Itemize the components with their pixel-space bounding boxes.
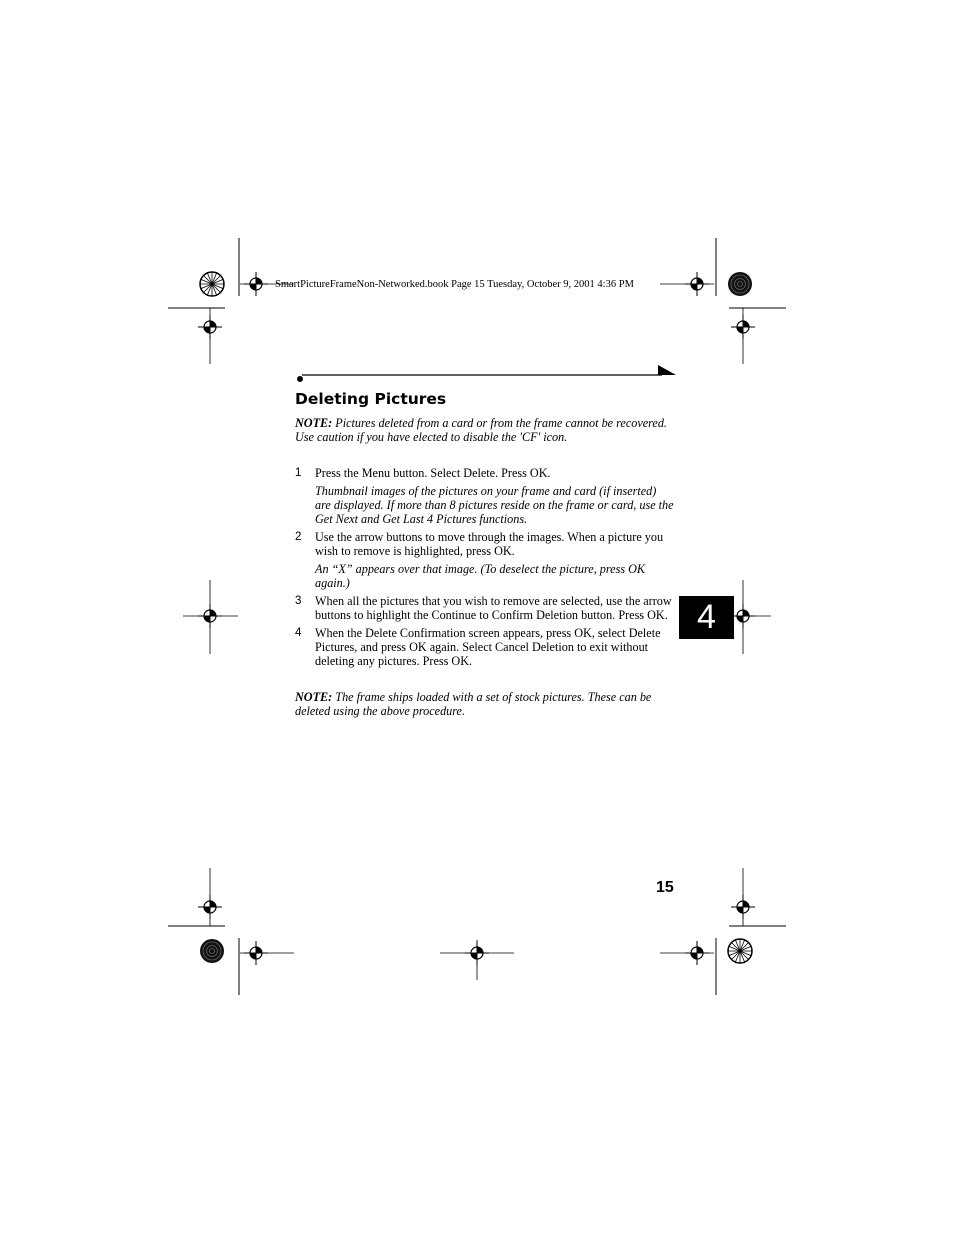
chapter-tab: 4 (679, 596, 734, 639)
step-number: 1 (295, 467, 302, 479)
note-caution (295, 416, 685, 444)
step-text: Use the arrow buttons to move through the images. When a picture you wish to remove is highlighted, press OK. (315, 530, 664, 558)
note-text: Pictures deleted from a card or from the frame cannot be recovered. Use caution if you have elected to disable the 'CF' icon. (295, 416, 667, 444)
step-text: When the Delete Confirmation screen appears, press OK, select Delete Pictures, and press OK again. Select Cancel Deletion to exit without deleting any pictures. Press OK. (315, 626, 661, 668)
running-slug: SmartPictureFrameNon-Networked.book Page 15 Tuesday, October 9, 2001 4:36 PM (275, 279, 634, 290)
step-text: When all the pictures that you wish to remove are selected, use the arrow buttons to highlight the Continue to Confirm Deletion button. Press OK. (315, 594, 672, 622)
note-label: NOTE: (295, 416, 333, 430)
page-number: 15 (656, 879, 674, 896)
step-result: An “X” appears over that image. (To deselect the picture, press OK again.) (315, 562, 646, 590)
note-label: NOTE: (295, 690, 333, 704)
section-title: Deleting Pictures (295, 390, 447, 408)
step-result: Thumbnail images of the pictures on your frame and card (if inserted) are displayed. If more than 8 pictures reside on the frame or card, use the Get Next and Get Last 4 Pictures functions. (315, 484, 674, 526)
step-number: 2 (295, 531, 302, 543)
step-number: 3 (295, 595, 302, 607)
note-text: The frame ships loaded with a set of stock pictures. These can be deleted using the above procedure. (295, 690, 652, 718)
step-text: Press the Menu button. Select Delete. Press OK. (315, 466, 551, 480)
step-number: 4 (295, 627, 302, 639)
note-stock-pictures (295, 690, 685, 718)
